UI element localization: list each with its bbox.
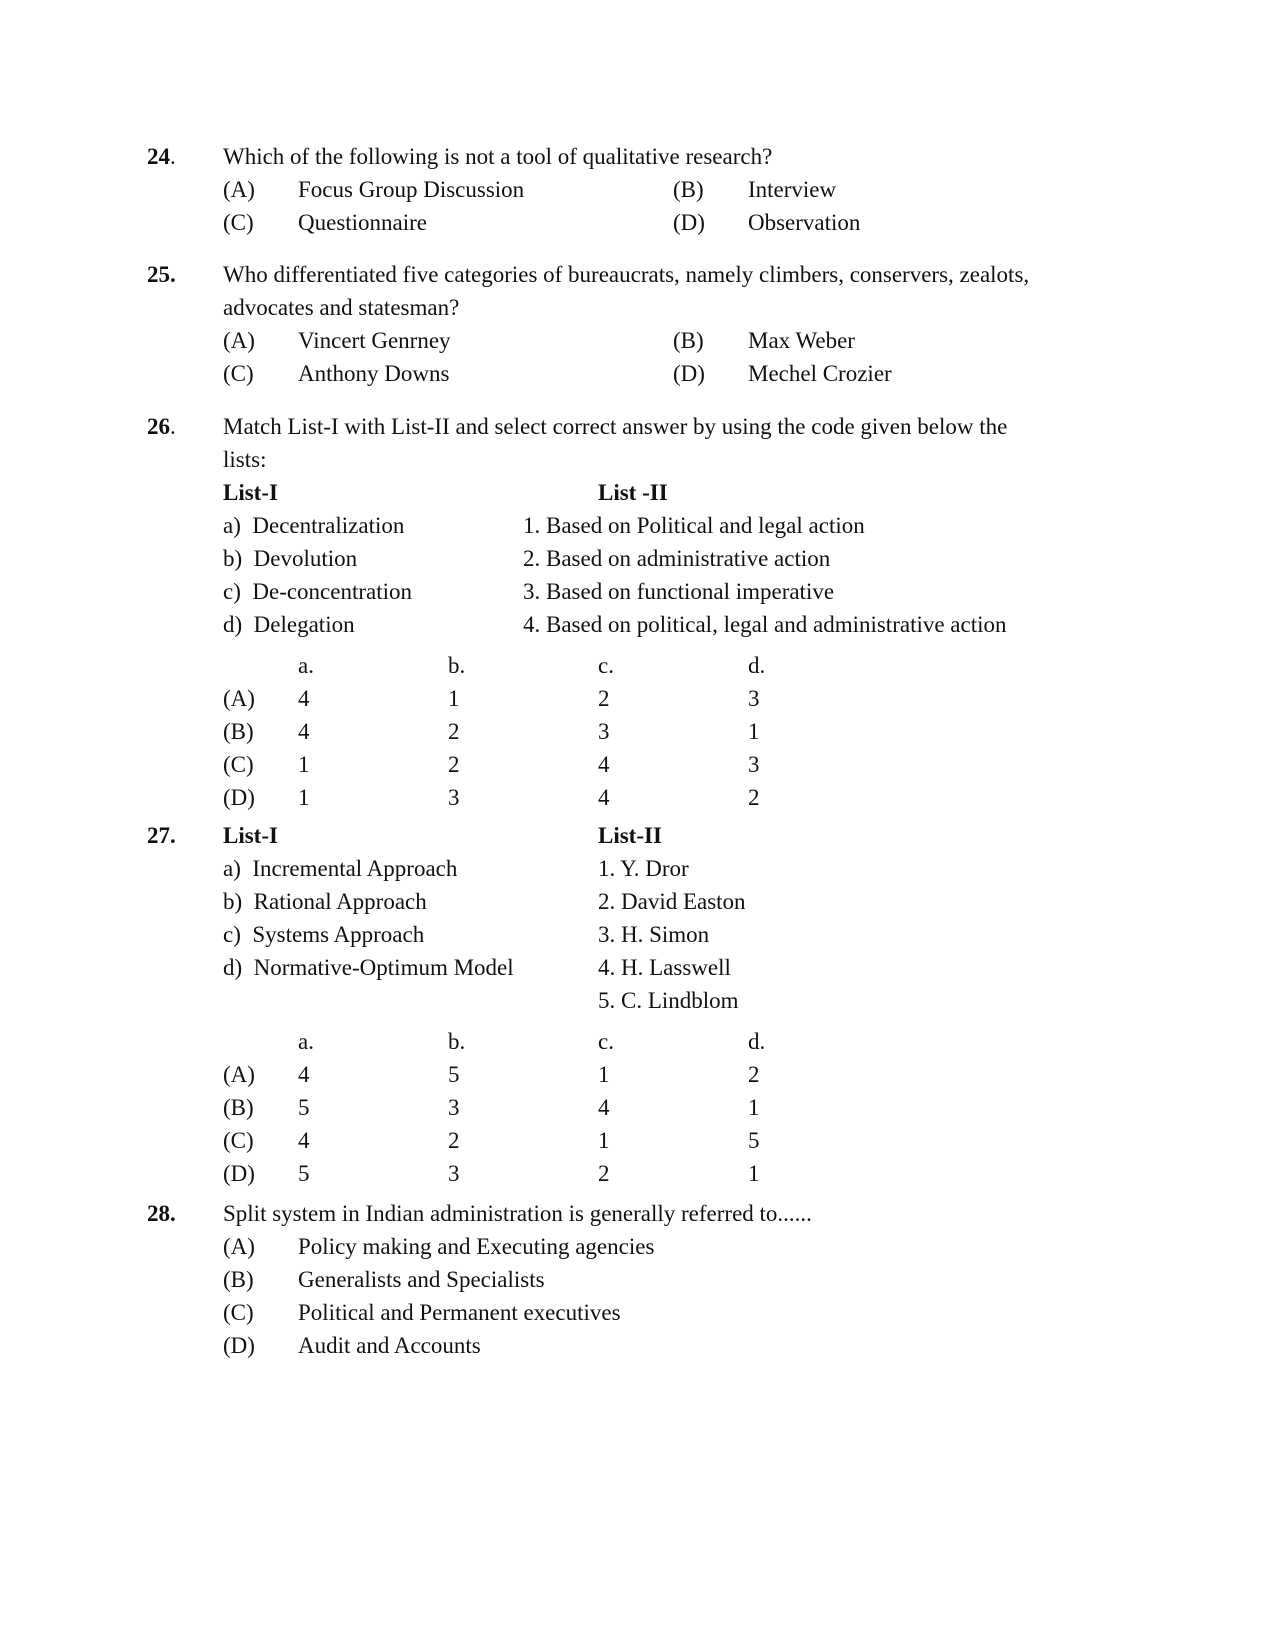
option-text: Vincert Genrney [298, 328, 451, 353]
question-stem-line: Who differentiated five categories of bureaucrats, namely climbers, conservers, zealots, [223, 262, 1030, 287]
option-label: (A) [223, 177, 255, 202]
code-value: 1 [748, 1161, 760, 1186]
list2-header: List -II [598, 480, 668, 505]
option-row [223, 1230, 1103, 1263]
code-row [223, 748, 1103, 781]
code-value: 4 [298, 1128, 310, 1153]
code-value: 3 [448, 785, 460, 810]
list1-item: b) Devolution [223, 546, 358, 571]
option-label: (C) [223, 1128, 254, 1153]
list1-item: d) Delegation [223, 612, 355, 637]
code-value: 2 [448, 1128, 460, 1153]
option-label: (B) [223, 1095, 254, 1120]
question-number: 26. [147, 414, 176, 439]
option-label: (D) [223, 1161, 255, 1186]
question-stem-line: lists: [223, 447, 267, 472]
list2-item: 2. David Easton [598, 889, 746, 914]
list1-item: c) Systems Approach [223, 922, 425, 947]
option-text: Anthony Downs [298, 361, 450, 386]
code-header-row [223, 649, 1103, 682]
list-row [223, 509, 1103, 542]
question-number: 28. [147, 1201, 176, 1226]
code-value: 2 [748, 785, 760, 810]
code-row [223, 682, 1103, 715]
option-label: (A) [223, 686, 255, 711]
option-label: (B) [673, 328, 704, 353]
code-row [223, 1058, 1103, 1091]
question-stem-line: Match List-I with List-II and select correct answer by using the code given below the [223, 414, 1008, 439]
code-row [223, 1157, 1103, 1190]
option-row [223, 1263, 1103, 1296]
option-text: Max Weber [748, 328, 855, 353]
list2-item: 3. Based on functional imperative [523, 579, 835, 604]
question-26 [147, 410, 1127, 810]
list-row [223, 918, 1103, 951]
option-text: Policy making and Executing agencies [298, 1234, 655, 1259]
code-value: 1 [448, 686, 460, 711]
code-header: b. [448, 653, 466, 678]
list1-item: d) Normative-Optimum Model [223, 955, 514, 980]
code-header: a. [298, 653, 314, 678]
option-label: (B) [223, 719, 254, 744]
list-headers [223, 476, 1103, 509]
list2-item: 5. C. Lindblom [598, 988, 739, 1013]
question-number: 24. [147, 144, 176, 169]
option-label: (B) [223, 1267, 254, 1292]
question-27 [147, 819, 1127, 1186]
option-row [223, 357, 1103, 390]
list1-item: b) Rational Approach [223, 889, 427, 914]
code-header: d. [748, 653, 766, 678]
code-value: 2 [748, 1062, 760, 1087]
option-label: (D) [223, 785, 255, 810]
list-row [223, 575, 1103, 608]
option-text: Interview [748, 177, 837, 202]
code-value: 3 [448, 1095, 460, 1120]
option-text: Focus Group Discussion [298, 177, 525, 202]
code-value: 2 [598, 1161, 610, 1186]
question-28 [147, 1197, 1127, 1358]
code-header: c. [598, 653, 614, 678]
question-25 [147, 258, 1127, 386]
code-row [223, 1124, 1103, 1157]
question-stem-line: advocates and statesman? [223, 295, 460, 320]
question-stem: Split system in Indian administration is generally referred to...... [223, 1201, 812, 1226]
code-value: 2 [448, 719, 460, 744]
code-value: 4 [598, 785, 610, 810]
option-text: Mechel Crozier [748, 361, 892, 386]
option-text: Audit and Accounts [298, 1333, 481, 1358]
code-value: 3 [448, 1161, 460, 1186]
list1-item: c) De-concentration [223, 579, 413, 604]
list2-item: 3. H. Simon [598, 922, 710, 947]
code-value: 5 [748, 1128, 760, 1153]
list-row [223, 608, 1103, 641]
option-row [223, 324, 1103, 357]
code-header: b. [448, 1029, 466, 1054]
code-value: 2 [448, 752, 460, 777]
option-label: (A) [223, 1234, 255, 1259]
option-label: (D) [223, 1333, 255, 1358]
option-label: (B) [673, 177, 704, 202]
list1-header: List-I [223, 480, 278, 505]
option-row [223, 1296, 1103, 1329]
code-value: 4 [298, 1062, 310, 1087]
code-value: 3 [598, 719, 610, 744]
list2-item: 2. Based on administrative action [523, 546, 831, 571]
option-row [223, 206, 1103, 239]
option-label: (C) [223, 1300, 254, 1325]
code-row [223, 781, 1103, 814]
code-row [223, 1091, 1103, 1124]
list-row [223, 542, 1103, 575]
code-value: 4 [298, 719, 310, 744]
option-text: Questionnaire [298, 210, 428, 235]
code-header-row [223, 1025, 1103, 1058]
list2-item: 1. Y. Dror [598, 856, 689, 881]
code-value: 5 [298, 1095, 310, 1120]
list2-item: 4. Based on political, legal and administrative action [523, 612, 1007, 637]
code-value: 2 [598, 686, 610, 711]
option-label: (D) [673, 361, 705, 386]
code-value: 5 [448, 1062, 460, 1087]
list-row [223, 852, 1103, 885]
question-number: 25. [147, 262, 176, 287]
code-value: 5 [298, 1161, 310, 1186]
option-row [223, 173, 1103, 206]
option-label: (C) [223, 361, 254, 386]
option-label: (C) [223, 210, 254, 235]
code-value: 1 [298, 752, 310, 777]
code-value: 4 [598, 752, 610, 777]
list2-item: 4. H. Lasswell [598, 955, 731, 980]
option-text: Generalists and Specialists [298, 1267, 545, 1292]
option-label: (C) [223, 752, 254, 777]
code-row [223, 715, 1103, 748]
list1-header: List-I [223, 823, 278, 848]
code-value: 3 [748, 752, 760, 777]
list2-header: List-II [598, 823, 662, 848]
code-header: c. [598, 1029, 614, 1054]
list1-item: a) Incremental Approach [223, 856, 458, 881]
code-header: a. [298, 1029, 314, 1054]
code-value: 1 [748, 1095, 760, 1120]
list-row [223, 951, 1103, 984]
option-text: Political and Permanent executives [298, 1300, 621, 1325]
code-value: 1 [298, 785, 310, 810]
list-row [223, 984, 1103, 1017]
code-value: 1 [598, 1128, 610, 1153]
code-value: 3 [748, 686, 760, 711]
option-label: (A) [223, 1062, 255, 1087]
code-value: 4 [598, 1095, 610, 1120]
question-stem: Which of the following is not a tool of qualitative research? [223, 144, 773, 169]
list2-item: 1. Based on Political and legal action [523, 513, 865, 538]
list-headers [223, 819, 1103, 852]
code-value: 1 [598, 1062, 610, 1087]
code-value: 4 [298, 686, 310, 711]
option-text: Observation [748, 210, 861, 235]
list1-item: a) Decentralization [223, 513, 405, 538]
question-24 [147, 140, 1127, 235]
code-header: d. [748, 1029, 766, 1054]
question-number: 27. [147, 823, 176, 848]
code-value: 1 [748, 719, 760, 744]
list-row [223, 885, 1103, 918]
option-row [223, 1329, 1103, 1362]
option-label: (A) [223, 328, 255, 353]
option-label: (D) [673, 210, 705, 235]
